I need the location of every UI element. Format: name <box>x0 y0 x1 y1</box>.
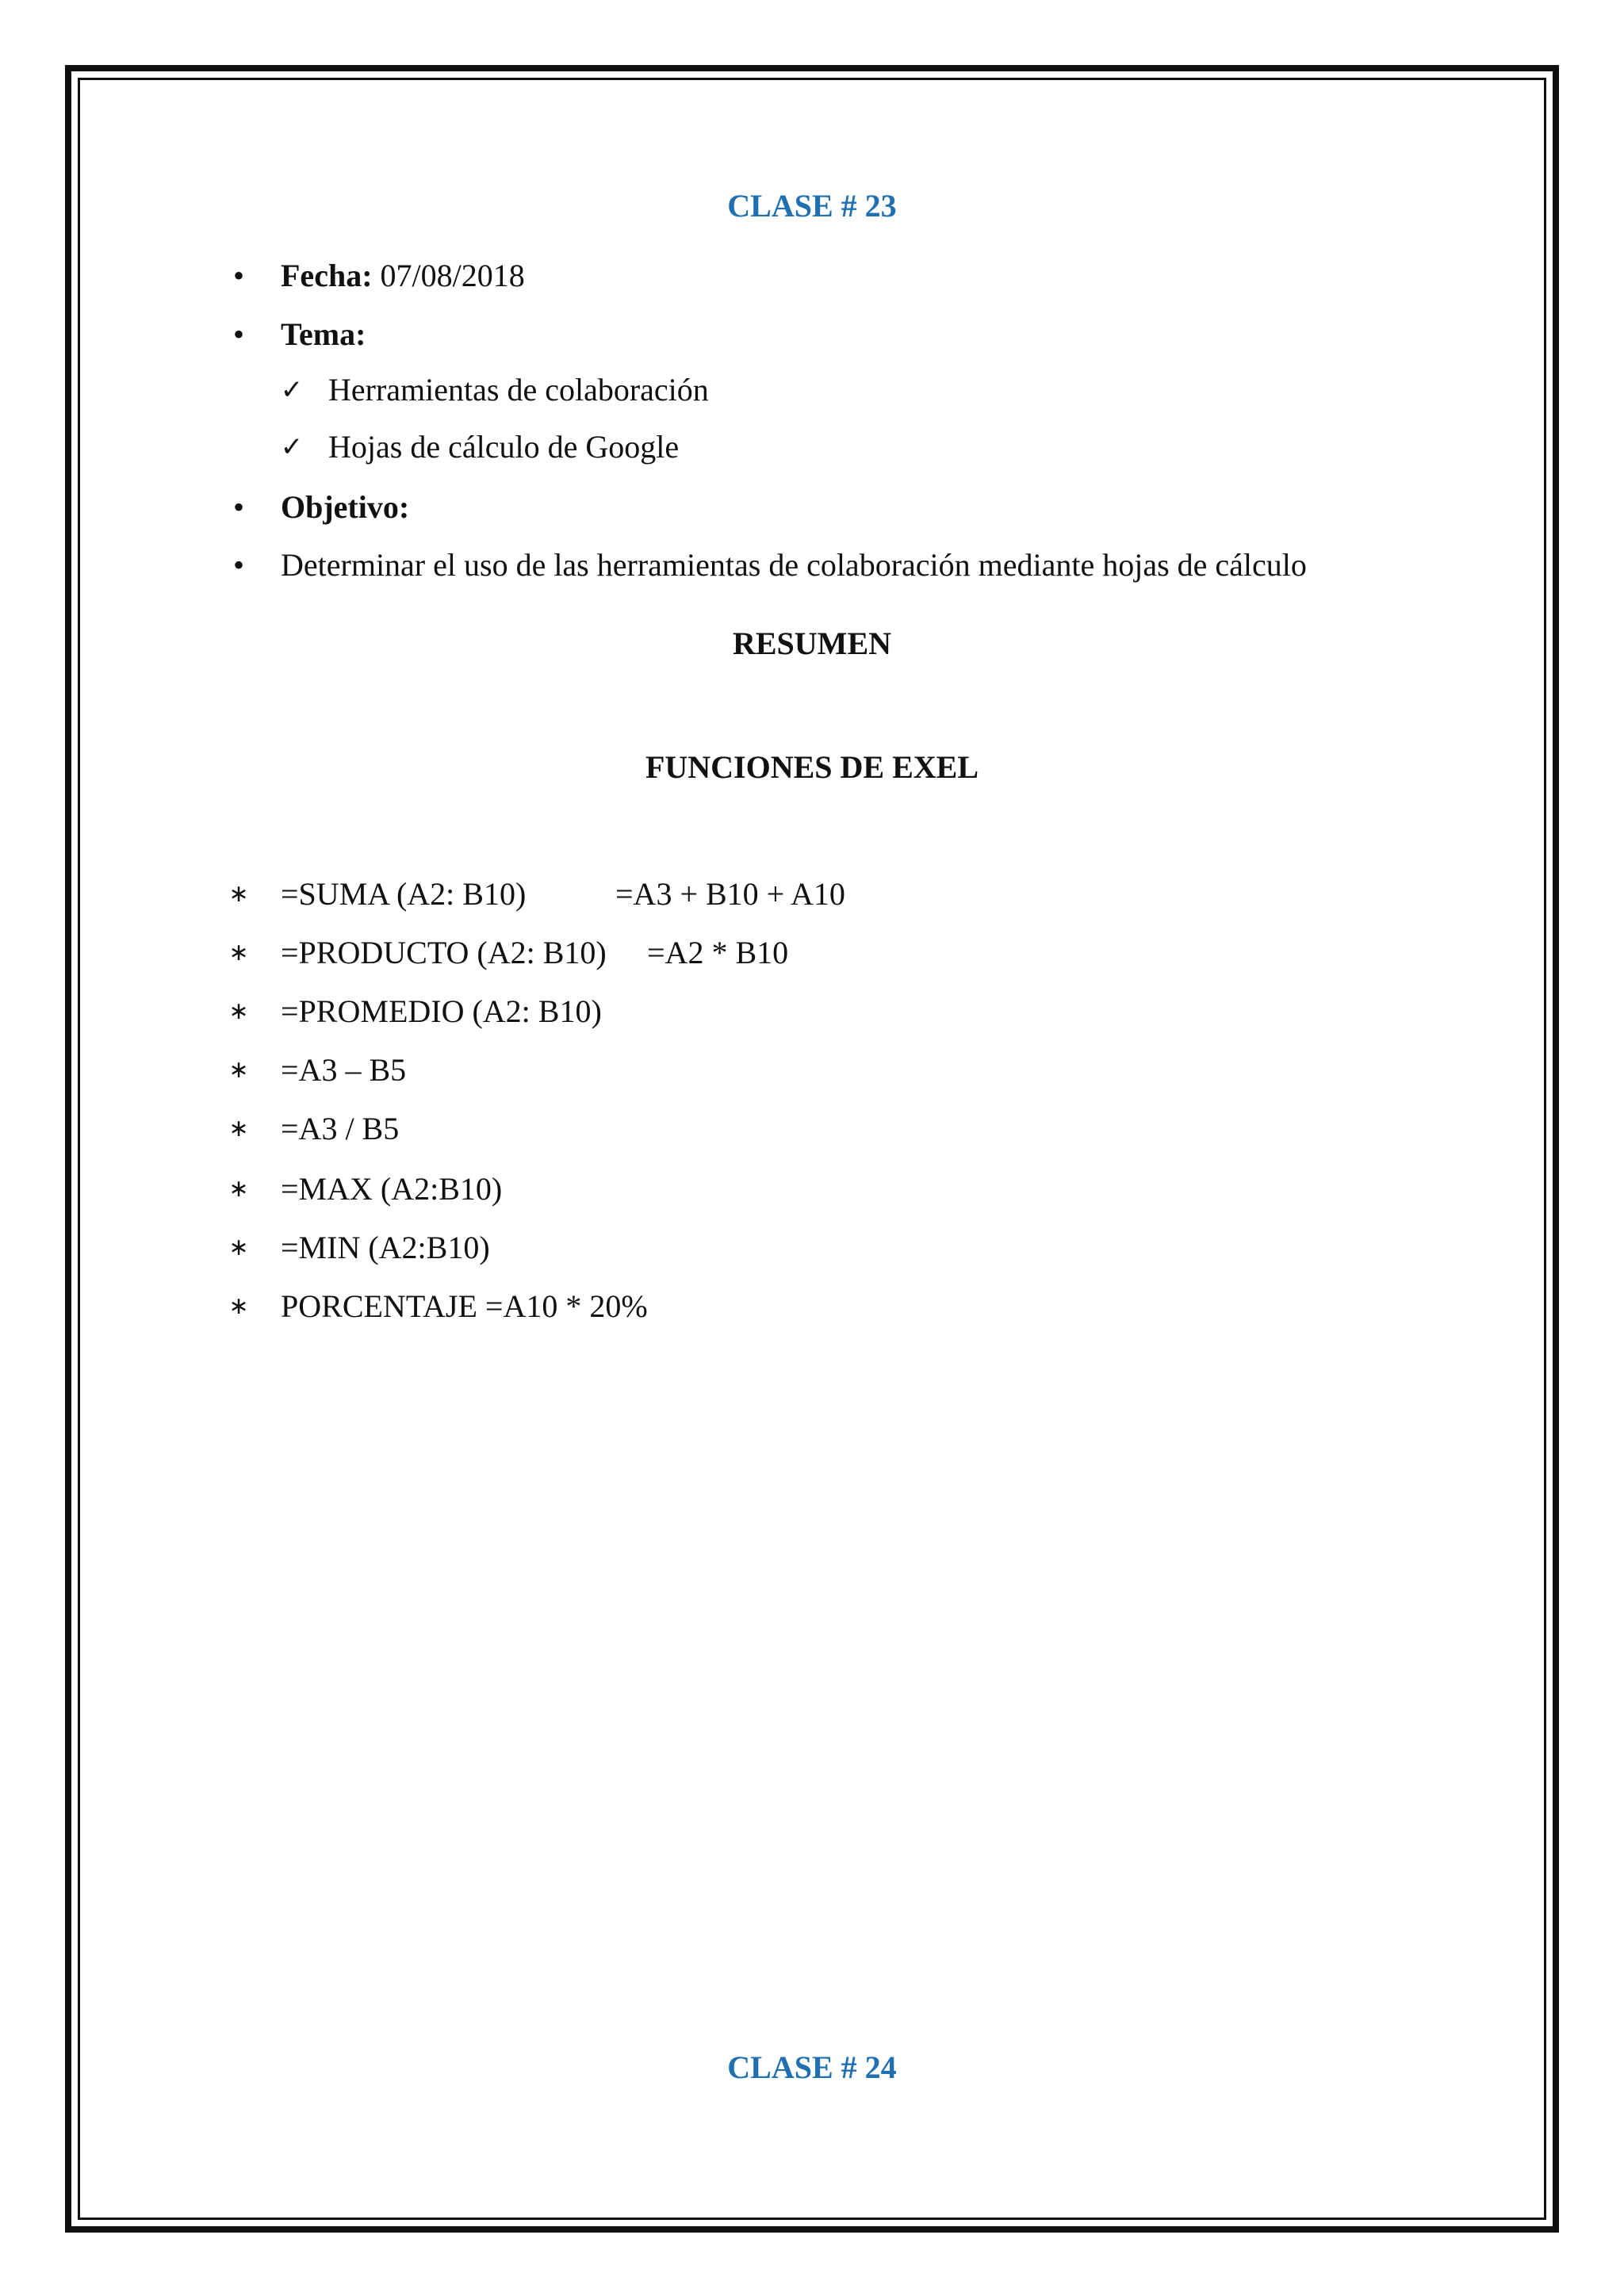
class-heading-top: CLASE # 23 <box>727 188 897 224</box>
bullet-dot-icon: • <box>232 258 244 293</box>
tema-item: Hojas de cálculo de Google <box>328 429 680 465</box>
asterisk-bullet-icon: ∗ <box>228 939 249 966</box>
asterisk-bullet-icon: ∗ <box>228 997 249 1025</box>
formula-b: =A2 * B10 <box>647 935 789 970</box>
tema-label: Tema: <box>281 316 366 352</box>
formula-a: =MAX (A2:B10) <box>281 1171 503 1207</box>
formula-a: =PRODUCTO (A2: B10) <box>281 935 607 970</box>
formula-a: =MIN (A2:B10) <box>281 1230 490 1265</box>
class-heading-bottom: CLASE # 24 <box>727 2049 897 2085</box>
tema-item: Herramientas de colaboración <box>328 372 709 408</box>
asterisk-bullet-icon: ∗ <box>228 1234 249 1261</box>
asterisk-bullet-icon: ∗ <box>228 1292 249 1320</box>
resumen-title: RESUMEN <box>732 626 892 661</box>
checkmark-icon: ✓ <box>280 431 304 463</box>
asterisk-bullet-icon: ∗ <box>228 1175 249 1203</box>
formula-a: PORCENTAJE =A10 * 20% <box>281 1288 648 1324</box>
formula-b: =A3 + B10 + A10 <box>615 876 845 912</box>
asterisk-bullet-icon: ∗ <box>228 1056 249 1084</box>
formula-a: =SUMA (A2: B10) <box>281 876 527 912</box>
bullet-dot-icon: • <box>232 316 244 352</box>
checkmark-icon: ✓ <box>280 374 304 406</box>
objetivo-label: Objetivo: <box>281 489 410 525</box>
fecha-value: 07/08/2018 <box>380 258 525 293</box>
fecha-label: Fecha: <box>281 258 373 293</box>
formula-a: =A3 – B5 <box>281 1052 407 1088</box>
asterisk-bullet-icon: ∗ <box>228 880 249 908</box>
bullet-dot-icon: • <box>232 489 244 525</box>
fecha-line <box>281 254 525 298</box>
objetivo-text: Determinar el uso de las herramientas de colaboración mediante hojas de cálculo <box>281 547 1307 583</box>
asterisk-bullet-icon: ∗ <box>228 1115 249 1142</box>
formula-a: =A3 / B5 <box>281 1111 400 1146</box>
funciones-title: FUNCIONES DE EXEL <box>645 749 979 785</box>
bullet-dot-icon: • <box>232 547 244 583</box>
formula-a: =PROMEDIO (A2: B10) <box>281 993 602 1029</box>
